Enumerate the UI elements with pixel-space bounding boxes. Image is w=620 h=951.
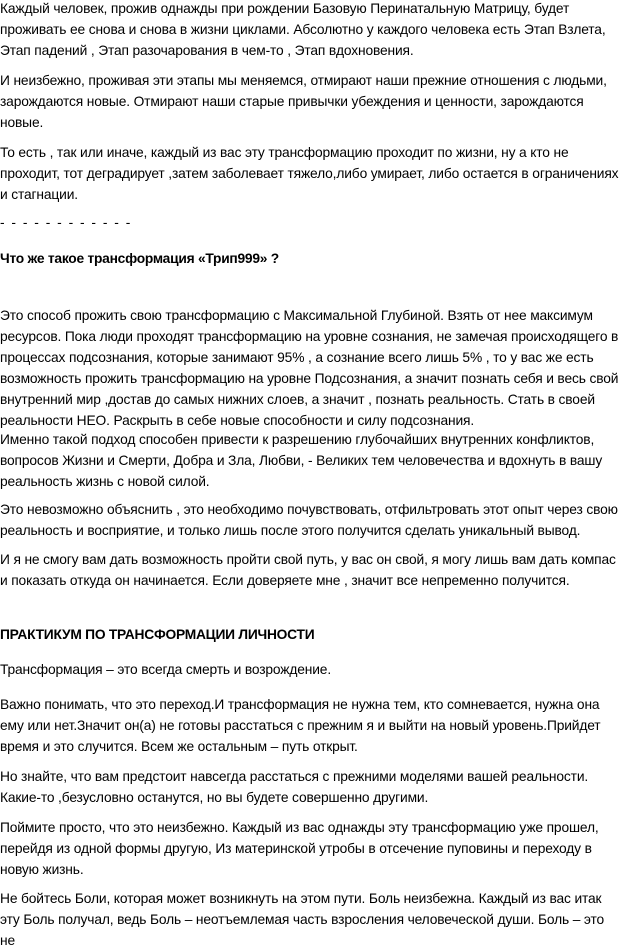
- section-separator: - - - - - - - - - - - -: [0, 215, 132, 230]
- heading-trip999: Что же такое трансформация «Трип999» ?: [0, 251, 279, 266]
- paragraph-matrix-cycles: Каждый человек, прожив однажды при рождении Базовую Перинатальную Матрицу, будет проживать ее снова и снова в жизни циклами. Абсолютно у каждого человека есть Этап Взлета, Этап падений , Этап разочарования в чем-то , Этап вдохновения.: [0, 1, 606, 58]
- heading-practicum: ПРАКТИКУМ ПО ТРАНСФОРМАЦИИ ЛИЧНОСТИ: [0, 627, 315, 642]
- paragraph-pain: Не бойтесь Боли, которая может возникнуть на этом пути. Боль неизбежна. Каждый из вас итак эту Боль получал, ведь Боль – неотъемлемая часть взросления человеческой души. Боль – это не: [0, 891, 605, 948]
- paragraph-approach-conflicts: Именно такой подход способен привести к разрешению глубочайших внутренних конфликтов, вопросов Жизни и Смерти, Добра и Зла, Любви, - Великих тем человечества и вдохнуть в вашу реальность жизнь с новой силой.: [0, 432, 603, 489]
- paragraph-transition: Важно понимать, что это переход.И трансформация не нужна тем, кто сомневается, нужна она ему или нет.Значит он(а) не готовы расстаться с прежним я и выйти на новый уровень.Прийдет время и это случится. Всем же остальным – путь открыт.: [0, 697, 601, 754]
- paragraph-transformation-life: То есть , так или иначе, каждый из вас эту трансформацию проходит по жизни, ну а кто не проходит, тот деградирует ,затем заболевает тяжело,либо умирает, либо остается в ограничениях и стагнации.: [0, 145, 619, 202]
- paragraph-feel-experience: Это невозможно объяснить , это необходимо почувствовать, отфильтровать этот опыт через свою реальность и восприятие, и только лишь после этого получится сделать уникальный вывод.: [0, 502, 618, 538]
- paragraph-death-rebirth: Трансформация – это всегда смерть и возрождение.: [0, 662, 332, 677]
- paragraph-old-models: Но знайте, что вам предстоит навсегда расстаться с прежними моделями вашей реальности. Какие-то ,безусловно останутся, но вы будете совершенно другими.: [0, 769, 589, 805]
- paragraph-compass: И я не смогу вам дать возможность пройти свой путь, у вас он свой, я могу лишь вам дать компас и показать откуда он начинается. Если доверяете мне , значит все непременно получится.: [0, 552, 616, 588]
- paragraph-stages-change: И неизбежно, проживая эти этапы мы меняемся, отмирают наши прежние отношения с людьми, зарождаются новые. Отмирают наши старые привычки убеждения и ценности, зарождаются новые.: [0, 73, 607, 130]
- paragraph-trip999-method: Это способ прожить свою трансформацию с Максимальной Глубиной. Взять от нее максимум ресурсов. Пока люди проходят трансформацию на уровне сознания, не замечая происходящего в процессах подсознания, которые занимают 95% , а сознание всего лишь 5% , то у вас же есть возможность прожить трансформацию на уровне Подсознания, а значит познать себя и весь свой внутренний мир ,достав до самых нижних слоев, а значит , познать реальность. Стать в своей реальности НЕО. Раскрыть в себе новые способности и силу подсознания.: [0, 308, 619, 428]
- paragraph-inevitable: Поймите просто, что это неизбежно. Каждый из вас однажды эту трансформацию уже прошел, перейдя из одной формы другую, Из материнской утробы в отсечение пуповины и переходу в новую жизнь.: [0, 820, 599, 877]
